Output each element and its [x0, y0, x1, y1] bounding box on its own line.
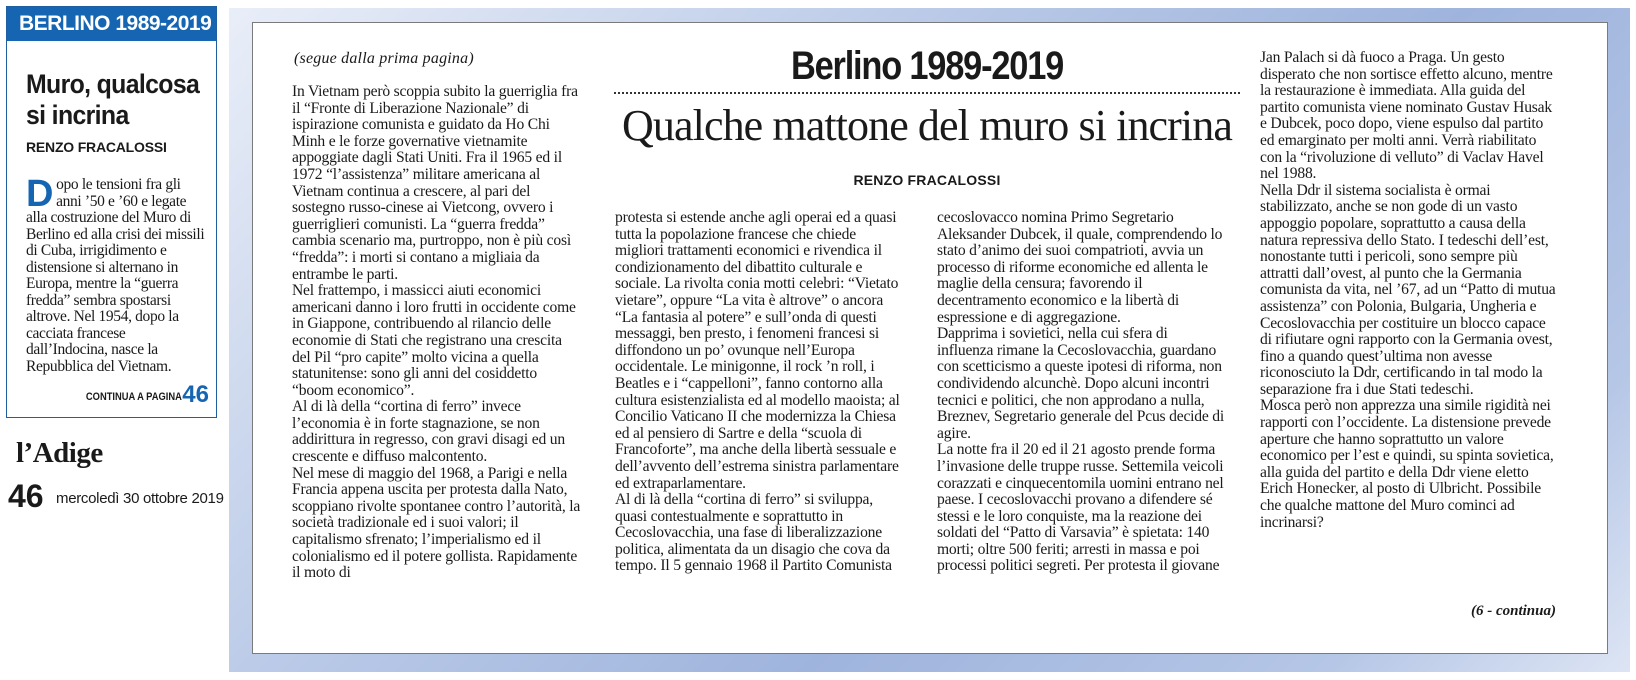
- article-column-1: [292, 84, 582, 582]
- paragraph: In Vietnam però scoppia subito la guerriglia fra il “Fronte di Liberazione Nazionale” di ispirazione comunista e guidato da Ho Chi Minh e le forze governative vietnamite appoggiate dagli Stati Uniti. Fra il 1965 ed il 1972 “l’assistenza” militare americana al Vietnam continua a crescere, al pari del sostegno russo-cinese ai Vietcong, ovvero i guerriglieri comunisti. La “guerra fredda” cambia scenario ma, purtroppo, non è più così “fredda”: i morti si contano a migliaia da entrambe le parti.: [292, 83, 578, 283]
- article-column-2: [615, 210, 905, 575]
- article-topic: Berlino 1989-2019: [790, 44, 1064, 88]
- paragraph: protesta si estende anche agli operai ed a quasi tutta la popolazione francese che chiede migliori trattamenti economici e rivendica il condizionamento del dibattito culturale e sociale. La rivolta conia motti celebri: “Vietato vietare”, oppure “La vita è altrove” o ancora “La fantasia al potere” e sull’onda di questi messaggi, ben presto, i fenomeni francesi si diffondono un po’ ovunque nell’Europa occidentale. Le minigonne, il rock ’n roll, i Beatles e i “cappelloni”, fanno contorno alla cultura esistenzialista ed al modello maoista; al Concilio Vaticano II che modernizza la Chiesa ed al pensiero di Sartre e della “scuola di Francoforte”, ma anche della libertà sessuale e dell’avvento dell’estrema sinistra parlamentare ed extraparlamentare.: [615, 209, 900, 492]
- paragraph: Mosca però non apprezza una simile rigidità nei rapporti con l’occidente. La distensione prevede aperture che hanno soprattutto un valore economico per l’est e quindi, su spinta sovietica, alla guida del partito e della Ddr viene eletto Erich Honecker, al posto di Ulbricht. Possibile che qualche mattone del Muro cominci ad incrinarsi?: [1260, 397, 1554, 531]
- paragraph: Nel mese di maggio del 1968, a Parigi e nella Francia appena uscita per protesta dalla Nato, scoppiano rivolte spontanee contro l’autorità, la società tradizionale ed i suoi valori; il capitalismo sfrenato; l’imperialismo ed il colonialismo ed il potere gollista. Rapidamente il moto di: [292, 464, 581, 582]
- paragraph: cecoslovacco nomina Primo Segretario Aleksander Dubcek, il quale, comprendendo lo stato d’animo dei suoi compatrioti, avvia un processo di riforme economiche ed allenta le maglie della censura; favorendo il decentramento economico e la libertà di espressione e di aggregazione.: [937, 209, 1223, 326]
- article-column-4: [1260, 50, 1560, 531]
- paragraph: La notte fra il 20 ed il 21 agosto prende forma l’invasione delle truppe russe. Settemila veicoli corazzati e cinquecentomila uomini entrano nel paese. I cecoslovacchi provano a difendere sé stessi e le loro conquiste, ma la reazione dei soldati del “Patto di Varsavia” è spietata: 140 morti; oltre 500 feriti; arresti in massa e poi processi politici segreti. Per protesta il giovane: [937, 441, 1224, 575]
- teaser-author: RENZO FRACALOSSI: [26, 139, 167, 155]
- teaser-title-line-2: si incrina: [26, 100, 129, 130]
- article-author: RENZO FRACALOSSI: [853, 172, 1001, 188]
- teaser-continua-page[interactable]: 46: [182, 381, 209, 408]
- teaser-box: [6, 6, 217, 418]
- teaser-section-header: BERLINO 1989-2019: [7, 7, 216, 41]
- paragraph: Jan Palach si dà fuoco a Praga. Un gesto disperato che non sortisce effetto alcuno, mentre la restaurazione è immediata. Alla guida del partito comunista viene nominato Gustav Husak e Dubcek, poco dopo, viene espulso dal partito ed emarginato per molti anni. Verrà riabilitato con la “rivoluzione di velluto” di Vaclav Havel nel 1988.: [1260, 49, 1553, 183]
- article-kicker: (segue dalla prima pagina): [294, 50, 474, 67]
- paragraph: Al di là della “cortina di ferro” si sviluppa, quasi contestualmente e soprattutto in Cecoslovacchia, una fase di liberalizzazione politica, alimentata da un disagio che cova da tempo. Il 5 gennaio 1968 il Partito Comunista: [615, 491, 892, 575]
- teaser-dropcap: D: [26, 173, 54, 215]
- page-date: mercoledì 30 ottobre 2019: [56, 490, 224, 507]
- newspaper-masthead: l’Adige: [16, 437, 103, 469]
- teaser-body-text: opo le tensioni fra gli anni ’50 e ’60 e legate alla costruzione del Muro di Berlino ed alla crisi dei missili di Cuba, irrigidimento e distensione si alternano in Europa, mentre la “guerra fredda” sembra spostarsi altrove. Nel 1954, dopo la cacciata francese dall’Indocina, nasce la Repubblica del Vietnam.: [26, 176, 205, 375]
- teaser-title-line-1: Muro, qualcosa: [26, 69, 200, 99]
- article-headline: Qualche mattone del muro si incrina: [622, 101, 1232, 150]
- article-column-3: [937, 210, 1227, 575]
- teaser-body: [26, 173, 206, 375]
- teaser-title: [26, 69, 201, 131]
- dotted-divider: [614, 92, 1240, 94]
- paragraph: Dapprima i sovietici, nella cui sfera di influenza rimane la Cecoslovacchia, guardano con scetticismo a queste ipotesi di riforma, non condividendo alcunchè. Dopo alcuni incontri tecnici e politici, che non approdano a nulla, Breznev, Segretario generale del Pcus decide di agire.: [937, 325, 1225, 442]
- teaser-continua-label[interactable]: CONTINUA A PAGINA: [86, 391, 182, 403]
- paragraph: Nel frattempo, i massicci aiuti economici americani danno i loro frutti in occidente come in Giappone, contribuendo al rilancio delle economie di Stati che registrano una crescita del Pil “pro capite” molto vicina a quella statunitense: sono gli anni del cosiddetto “boom economico”.: [292, 282, 576, 399]
- page-number: 46: [8, 478, 44, 514]
- paragraph: Al di là della “cortina di ferro” invece l’economia è in forte stagnazione, se non addirittura in regresso, con gravi disagi ed un crescente e diffuso malcontento.: [292, 398, 565, 466]
- paragraph: Nella Ddr il sistema socialista è ormai stabilizzato, anche se non gode di un vasto appoggio popolare, soprattutto a causa della natura repressiva dello Stato. I tedeschi dell’est, nonostante tutti i pericoli, sono sempre più attratti dall’ovest, al punto che la Germania comunista da vita, nel ’67, ad un “Patto di mutua assistenza” con Polonia, Bulgaria, Ungheria e Cecoslovacchia per costituire un blocco capace di rifiutare ogni rapporto con la Germania ovest, fino a quando quest’ultima non avesse riconosciuto la Ddr, certificando in tal modo la separazione fra i due Stati tedeschi.: [1260, 181, 1556, 398]
- article-continua: (6 - continua): [1470, 603, 1556, 619]
